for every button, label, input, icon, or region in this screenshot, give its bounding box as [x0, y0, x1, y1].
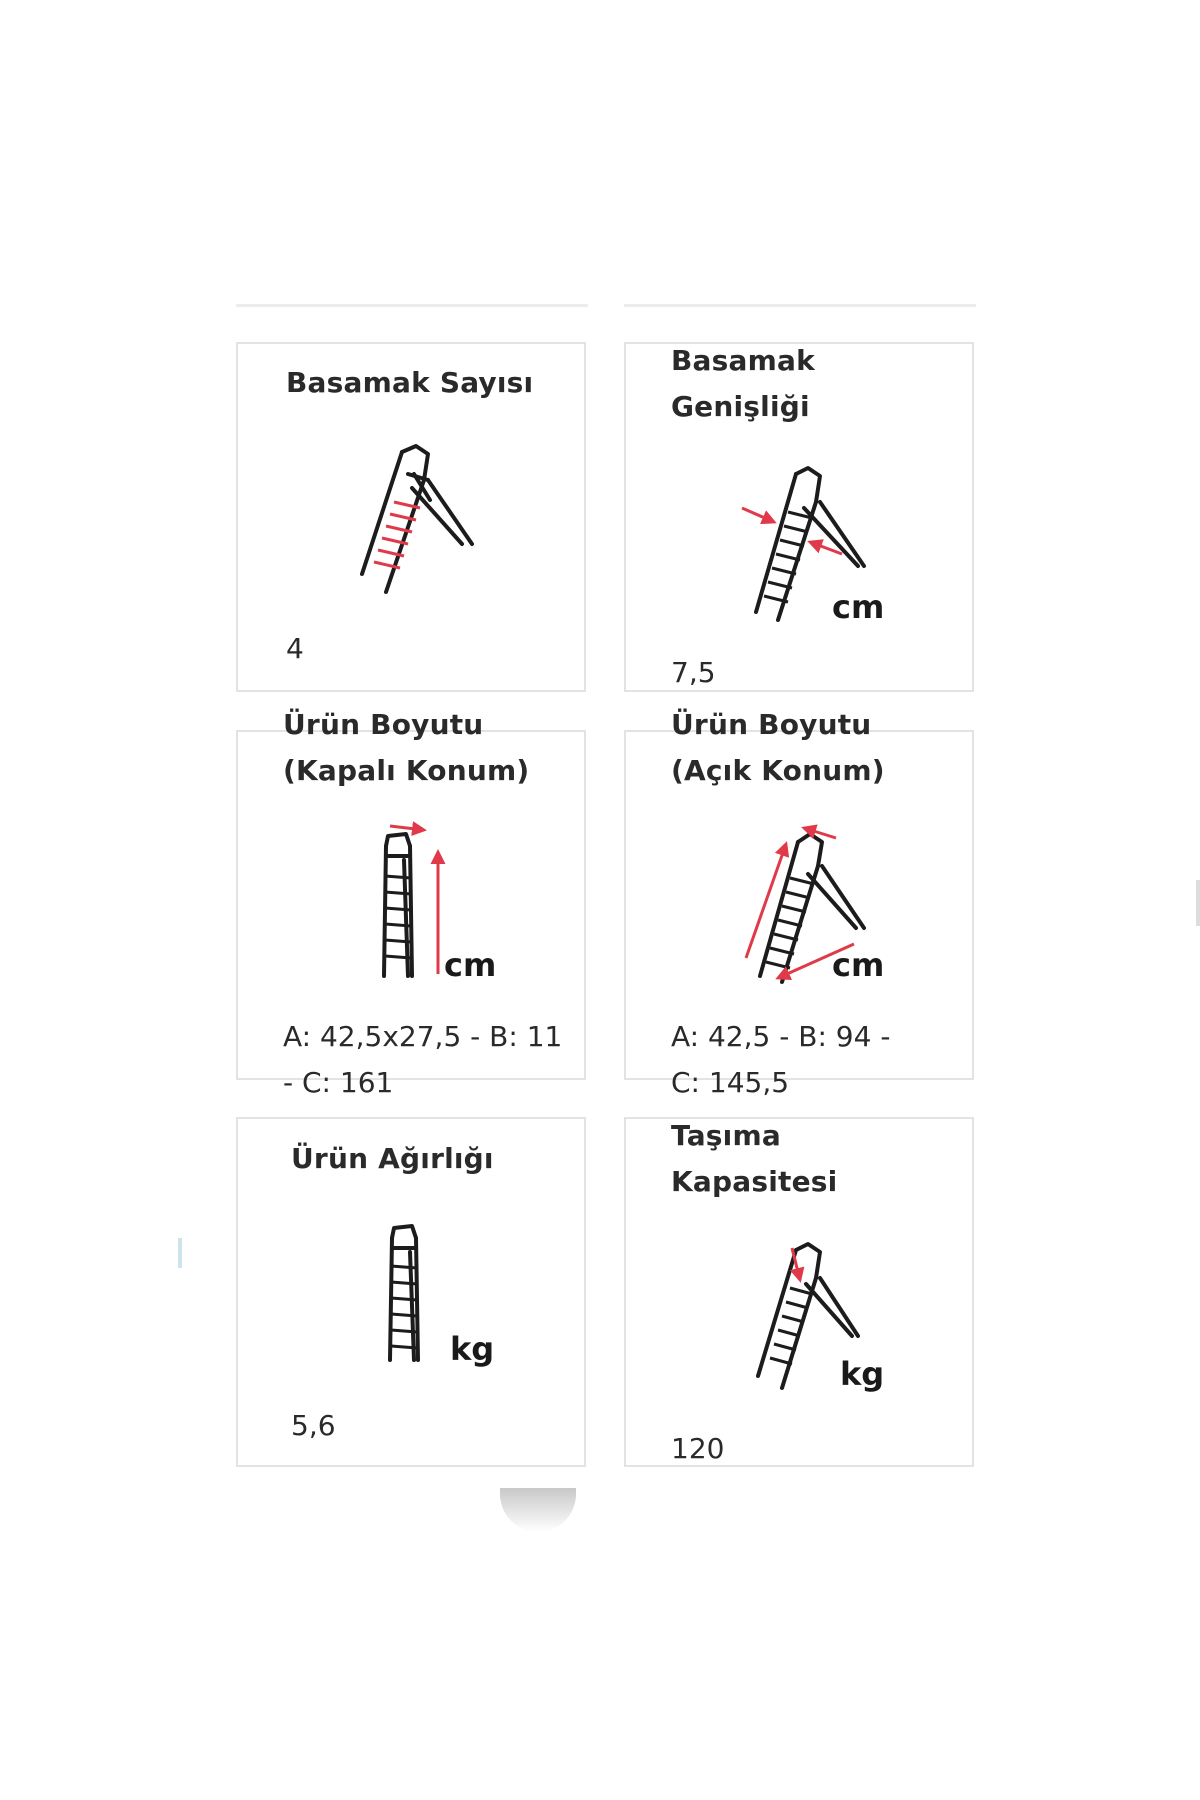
spec-label-capacity-line2: Kapasitesi — [671, 1165, 838, 1198]
spec-value-closed-size-line2: - C: 161 — [283, 1066, 394, 1099]
spec-value-weight: 5,6 — [291, 1409, 336, 1442]
top-divider-right — [624, 304, 976, 307]
spec-label-step-width-line1: Basamak — [671, 344, 815, 377]
top-divider-left — [236, 304, 588, 307]
spec-value-open-size-line2: C: 145,5 — [671, 1066, 790, 1099]
spec-label-weight: Ürün Ağırlığı — [291, 1142, 494, 1175]
spec-label-closed-size-line1: Ürün Boyutu — [283, 708, 484, 741]
spec-label-step-count: Basamak Sayısı — [286, 366, 534, 399]
spec-label-open-size-line2: (Açık Konum) — [671, 754, 885, 787]
spec-unit-closed-size: cm — [444, 946, 497, 984]
spec-value-closed-size-line1: A: 42,5x27,5 - B: 11 — [283, 1020, 563, 1053]
spec-label-open-size-line1: Ürün Boyutu — [671, 708, 872, 741]
spec-unit-step-width: cm — [832, 588, 885, 626]
ladder-weight-icon — [384, 1220, 444, 1370]
spec-label-step-width-line2: Genişliği — [671, 390, 810, 423]
right-edge-mark — [1196, 880, 1200, 926]
spec-unit-open-size: cm — [832, 946, 885, 984]
spec-label-capacity-line1: Taşıma — [671, 1119, 781, 1152]
spec-value-step-width: 7,5 — [671, 656, 716, 689]
ladder-steps-icon — [344, 440, 484, 600]
bottom-shadow-mark — [500, 1488, 576, 1532]
spec-value-open-size-line1: A: 42,5 - B: 94 - — [671, 1020, 891, 1053]
left-edge-mark — [178, 1238, 182, 1268]
spec-unit-weight: kg — [450, 1330, 495, 1368]
spec-value-step-count: 4 — [286, 632, 304, 665]
spec-unit-capacity: kg — [840, 1355, 885, 1393]
ladder-closed-size-icon — [374, 826, 454, 986]
spec-label-closed-size-line2: (Kapalı Konum) — [283, 754, 530, 787]
spec-value-capacity: 120 — [671, 1432, 725, 1465]
